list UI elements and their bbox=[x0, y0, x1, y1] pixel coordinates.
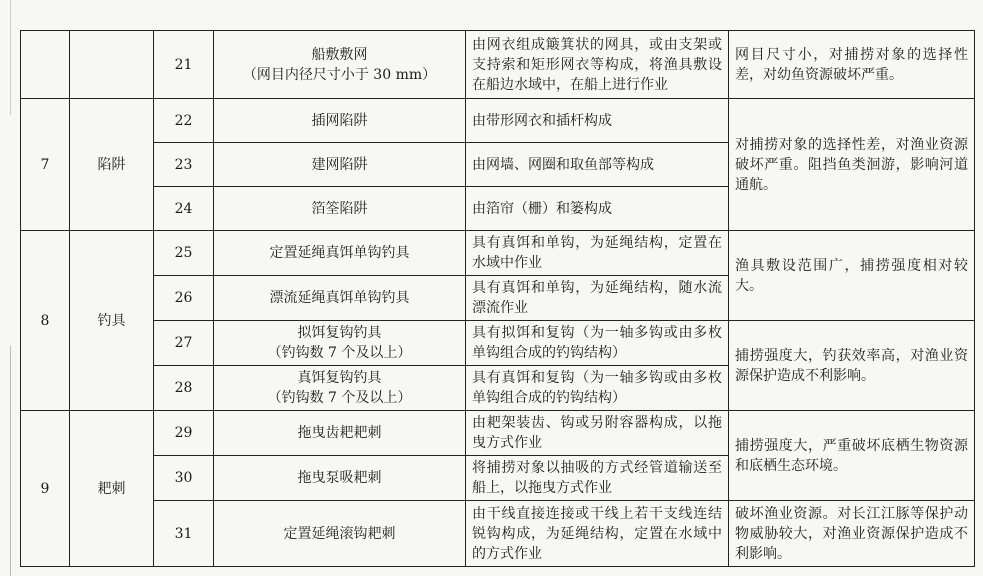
page-edge-mark bbox=[10, 0, 11, 576]
gear-index: 27 bbox=[154, 321, 214, 366]
category-number-cell bbox=[21, 31, 70, 99]
gear-name: 插网陷阱 bbox=[214, 99, 466, 143]
table-row bbox=[21, 411, 975, 456]
gear-index: 24 bbox=[154, 187, 214, 231]
category-number: 7 bbox=[21, 99, 70, 231]
gear-name: 拖曳齿耙耙刺 bbox=[214, 411, 466, 456]
table-row bbox=[21, 501, 975, 567]
gear-index: 29 bbox=[154, 411, 214, 456]
gear-index: 25 bbox=[154, 231, 214, 276]
gear-structure: 由箔帘（栅）和篓构成 bbox=[466, 187, 729, 231]
gear-impact: 对捕捞对象的选择性差，对渔业资源破坏严重。阻挡鱼类洄游，影响河道通航。 bbox=[729, 99, 975, 231]
table-row bbox=[21, 99, 975, 143]
category-number: 9 bbox=[21, 411, 70, 567]
gear-index: 28 bbox=[154, 366, 214, 411]
gear-index: 22 bbox=[154, 99, 214, 143]
gear-index: 26 bbox=[154, 276, 214, 321]
gear-index: 31 bbox=[154, 501, 214, 567]
category-name: 钓具 bbox=[70, 231, 154, 411]
gear-structure: 由网衣组成簸箕状的网具，或由支架或支持索和矩形网衣等构成，将渔具敷设在船边水域中，在船上进行作业 bbox=[466, 31, 729, 99]
table-row bbox=[21, 31, 975, 99]
table-row bbox=[21, 321, 975, 366]
gear-impact: 捕捞强度大，严重破坏底栖生物资源和底栖生态环境。 bbox=[729, 411, 975, 501]
gear-name-note: （钓钩数 7 个及以上） bbox=[267, 345, 412, 361]
gear-name-cell bbox=[214, 31, 466, 99]
gear-name: 漂流延绳真饵单钩钓具 bbox=[214, 276, 466, 321]
gear-impact: 破坏渔业资源。对长江江豚等保护动物威胁较大，对渔业资源保护造成不利影响。 bbox=[729, 501, 975, 567]
gear-index: 30 bbox=[154, 456, 214, 501]
gear-impact: 渔具敷设范围广，捕捞强度相对较大。 bbox=[729, 231, 975, 321]
gear-name: 真饵复钩钓具 bbox=[297, 370, 382, 386]
gear-name: 船敷敷网 bbox=[311, 46, 368, 63]
gear-impact: 网目尺寸小，对捕捞对象的选择性差，对幼鱼资源破坏严重。 bbox=[729, 31, 975, 99]
gear-name: 定置延绳滚钩耙刺 bbox=[214, 501, 466, 567]
category-name: 陷阱 bbox=[70, 99, 154, 231]
gear-index: 21 bbox=[154, 31, 214, 99]
category-name: 耙刺 bbox=[70, 411, 154, 567]
gear-name: 箔筌陷阱 bbox=[214, 187, 466, 231]
table-row bbox=[21, 231, 975, 276]
gear-name: 建网陷阱 bbox=[214, 143, 466, 187]
gear-structure: 具有真饵和单钩，为延绳结构，随水流漂流作业 bbox=[466, 276, 729, 321]
gear-structure: 将捕捞对象以抽吸的方式经管道输送至船上，以拖曳方式作业 bbox=[466, 456, 729, 501]
gear-structure: 具有真饵和复钩（为一轴多钩或由多枚单钩组合成的钓钩结构） bbox=[466, 366, 729, 411]
fishing-gear-table bbox=[20, 30, 975, 567]
gear-name: 拟饵复钩钓具 bbox=[297, 325, 382, 341]
gear-name-note: （钓钩数 7 个及以上） bbox=[267, 390, 412, 406]
gear-structure: 由干线直接连接或干线上若干支线连结锐钩构成，为延绳结构，定置在水域中的方式作业 bbox=[466, 501, 729, 567]
gear-structure: 由网墙、网圈和取鱼部等构成 bbox=[466, 143, 729, 187]
gear-structure: 由带形网衣和插杆构成 bbox=[466, 99, 729, 143]
gear-index: 23 bbox=[154, 143, 214, 187]
gear-name: 定置延绳真饵单钩钓具 bbox=[214, 231, 466, 276]
gear-name-cell bbox=[214, 366, 466, 411]
gear-structure: 具有拟饵和复钩（为一轴多钩或由多枚单钩组合成的钓钩结构） bbox=[466, 321, 729, 366]
gear-name-note: （网目内径尺寸小于 30 mm） bbox=[242, 66, 437, 83]
gear-impact: 捕捞强度大，钓获效率高，对渔业资源保护造成不利影响。 bbox=[729, 321, 975, 411]
category-number: 8 bbox=[21, 231, 70, 411]
gear-structure: 具有真饵和单钩，为延绳结构，定置在水域中作业 bbox=[466, 231, 729, 276]
gear-structure: 由耙架装齿、钩或另附容器构成，以拖曳方式作业 bbox=[466, 411, 729, 456]
category-name-cell bbox=[70, 31, 154, 99]
gear-name: 拖曳泵吸耙刺 bbox=[214, 456, 466, 501]
gear-name-cell bbox=[214, 321, 466, 366]
